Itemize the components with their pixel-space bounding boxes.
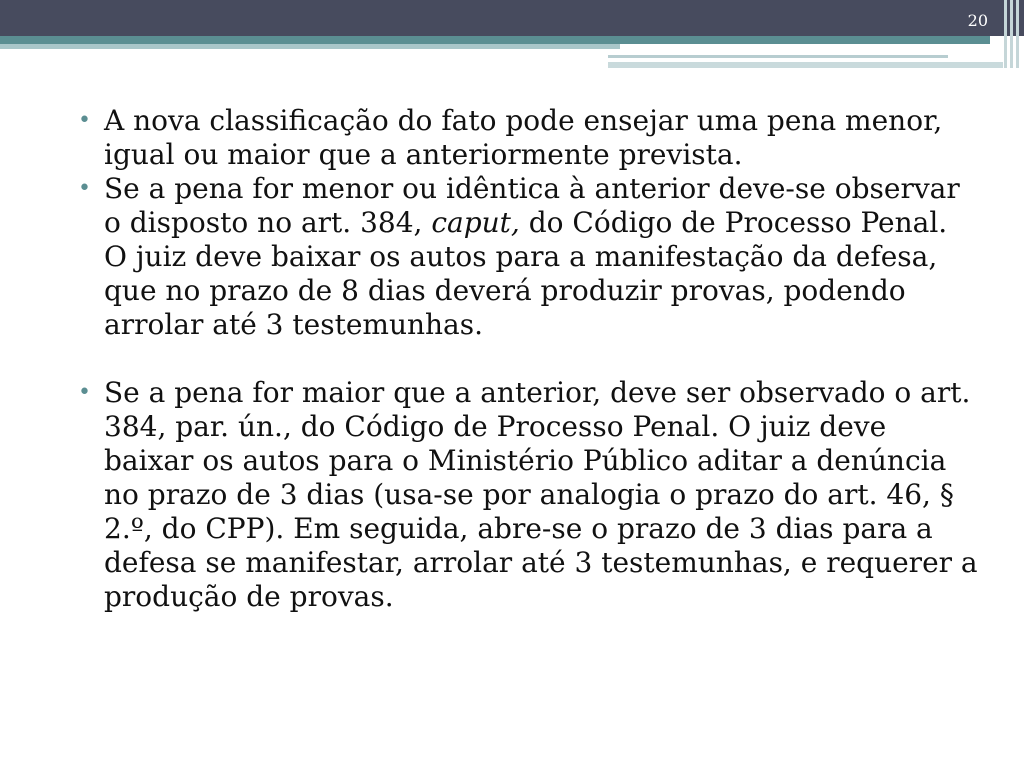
header-accent-stripe-light	[0, 44, 620, 49]
header-accent-stripe	[0, 36, 990, 44]
bullet-item	[78, 104, 978, 172]
bullet-icon: •	[78, 108, 91, 133]
slide-content	[78, 104, 978, 614]
decorative-line	[608, 55, 948, 58]
bullet-text: Se a pena for maior que a anterior, deve ser observado o art. 384, par. ún., do Código de Processo Penal. O juiz deve baixar os autos para o Ministério Público aditar a denúncia no prazo de 3 dias (usa-se por analogia o prazo do art. 46, § 2.º, do CPP). Em seguida, abre-se o prazo de 3 dias para a defesa se manifestar, arrolar até 3 testemunhas, e requerer a produção de provas.	[104, 376, 978, 613]
bullet-text: A nova classificação do fato pode ensejar uma pena menor, igual ou maior que a anteriormente prevista.	[104, 104, 943, 171]
bullet-text-italic: caput,	[431, 206, 520, 239]
bullet-item	[78, 376, 978, 614]
bullet-icon: •	[78, 380, 91, 405]
decorative-line	[608, 62, 1003, 68]
decorative-vertical-line	[1010, 0, 1013, 68]
bullet-item	[78, 172, 978, 342]
slide-number: 20	[967, 11, 988, 30]
bullet-text-start: Se a pena for menor ou idêntica à anterior deve-se observar o disposto no art. 384,	[104, 172, 960, 239]
bullet-text-end: do Código de Processo Penal. O juiz deve baixar os autos para a manifestação da defesa, que no prazo de 8 dias deverá produzir provas, podendo arrolar até 3 testemunhas.	[104, 206, 948, 341]
header-bar	[0, 0, 1024, 36]
decorative-vertical-line	[1004, 0, 1007, 68]
bullet-icon: •	[78, 176, 91, 201]
decorative-vertical-line	[1016, 0, 1019, 68]
